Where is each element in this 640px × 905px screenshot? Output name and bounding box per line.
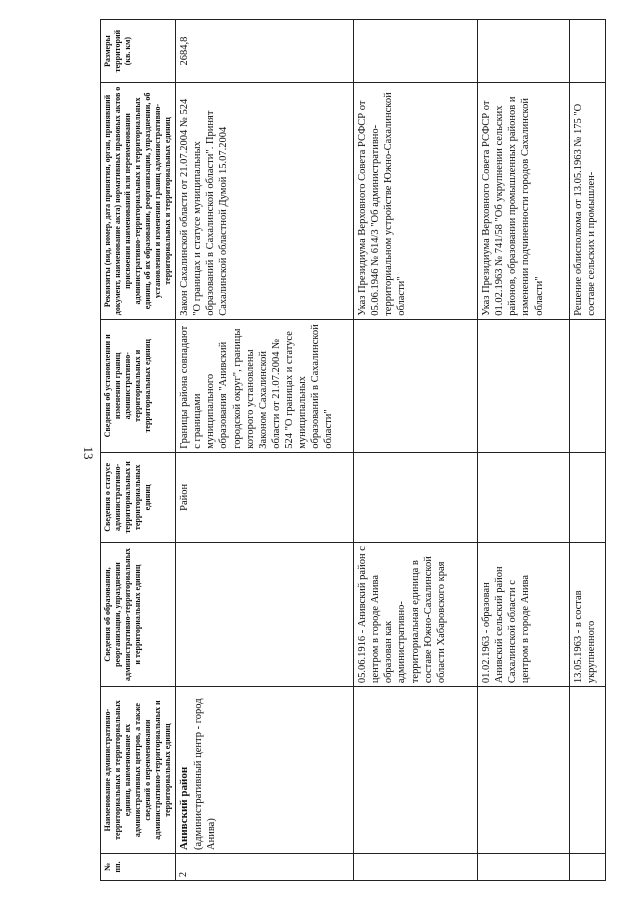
empty-cell — [354, 853, 478, 880]
empty-cell — [478, 452, 570, 542]
formation-cell-empty — [176, 542, 354, 686]
empty-cell — [354, 319, 478, 452]
empty-cell — [570, 319, 606, 452]
acts-cell: Закон Сахалинской области от 21.07.2004 № 524 "О границах и статусе муниципальных образований в Сахалинской области". Принят Сахалинской областной Думой 15.07.2004 — [176, 83, 354, 320]
table-row — [478, 20, 570, 881]
header-name: Наименование административно-территориальных и территориальных единиц, наименование их административных центров, а также сведений о переименовании административно-территориальных и территориальных единиц — [101, 687, 176, 854]
territory-table — [100, 19, 606, 881]
acts-cell: Решение облисполкома от 13.05.1963 № 175 "О составе сельских и промышлен- — [570, 83, 606, 320]
empty-cell — [570, 853, 606, 880]
empty-cell — [478, 319, 570, 452]
header-area: Размеры территорий (кв. км) — [101, 20, 176, 83]
table-row — [570, 20, 606, 881]
empty-cell — [478, 853, 570, 880]
empty-cell — [354, 687, 478, 854]
region-cell — [176, 687, 354, 854]
empty-cell — [570, 687, 606, 854]
formation-cell: 05.06.1916 - Анивский район с центром в городе Анива образован как административно-территориальная единица в составе Южно-Сахалинской области Хабаровского края — [354, 542, 478, 686]
table-row — [354, 20, 478, 881]
page-number: 13 — [81, 446, 96, 460]
formation-cell: 01.02.1963 - образован Анивский сельский район Сахалинской области с центром в городе Анива — [478, 542, 570, 686]
rotated-page — [78, 0, 628, 905]
status-cell: Район — [176, 452, 354, 542]
table-row — [176, 20, 354, 881]
region-center: (административный центр - город Анива) — [192, 698, 218, 850]
empty-cell — [354, 452, 478, 542]
region-name: Анивский район — [178, 766, 190, 850]
table-header-row — [101, 20, 176, 881]
acts-cell: Указ Президиума Верховного Совета РСФСР от 05.06.1946 № 614/3 "Об административно-территориальном устройстве Южно-Сахалинской области" — [354, 83, 478, 320]
formation-cell: 13.05.1963 - в состав укрупненного — [570, 542, 606, 686]
header-number: № пп. — [101, 853, 176, 880]
row-number: 2 — [176, 853, 354, 880]
empty-cell — [570, 452, 606, 542]
header-formation: Сведения об образовании, реорганизации, упразднении административно-территориальных и территориальных единиц — [101, 542, 176, 686]
empty-cell — [478, 20, 570, 83]
header-acts: Реквизиты (вид, номер, дата принятия, орган, принявший документ, наименование акта) нормативных правовых актов о присвоении наименований или переименовании административно-территориальных и территориальных единиц, об их образовании, реорганизации, упразднении, об установлении и изменении границ административно-территориальных и территориальных единиц — [101, 83, 176, 320]
area-cell: 2684,8 — [176, 20, 354, 83]
empty-cell — [570, 20, 606, 83]
empty-cell — [478, 687, 570, 854]
acts-cell: Указ Президиума Верховного Совета РСФСР от 01.02.1963 № 741/58 "Об укрупнении сельских районов, образовании промышленных районов и изменении подчиненности городов Сахалинской области" — [478, 83, 570, 320]
header-status: Сведения о статусе административно-территориальных и территориальных единиц — [101, 452, 176, 542]
header-borders: Сведения об установлении и изменении границ административно-территориальных и территориальных единиц — [101, 319, 176, 452]
empty-cell — [354, 20, 478, 83]
borders-cell: Границы района совпадают с границами муниципального образования "Анивский городской округ", границы которого установлены Законом Сахалинской области от 21.07.2004 № 524 "О границах и статусе муниципальных образований в Сахалинской области" — [176, 319, 354, 452]
